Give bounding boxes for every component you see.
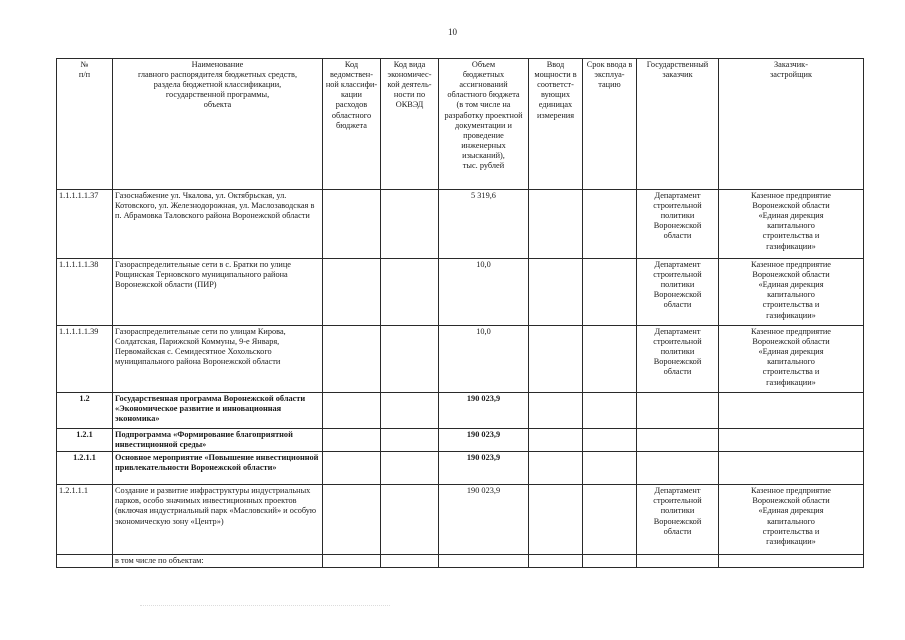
row-developer: Казенное предприятие Воронежской области «Единая дирекция капитального строительства и газификации» [719, 485, 864, 555]
row-volume: 190 023,9 [439, 485, 529, 555]
header-num: № п/п [57, 59, 113, 190]
row-developer [719, 429, 864, 452]
row-num: 1.1.1.1.1.39 [57, 326, 113, 393]
row-state-customer [637, 393, 719, 429]
row-state-customer: Департамент строительной политики Воронежской области [637, 259, 719, 326]
row-num: 1.2.1 [57, 429, 113, 452]
row-term [583, 429, 637, 452]
row-num: 1.1.1.1.1.37 [57, 190, 113, 259]
row-term [583, 190, 637, 259]
row-okved [381, 452, 439, 485]
row-state-customer [637, 452, 719, 485]
table-row [57, 555, 864, 568]
row-okved [381, 326, 439, 393]
row-capacity [529, 485, 583, 555]
header-capacity: Ввод мощности в соответст- вующих единицах измерения [529, 59, 583, 190]
row-volume: 5 319,6 [439, 190, 529, 259]
row-dept-code [323, 393, 381, 429]
row-volume: 190 023,9 [439, 429, 529, 452]
row-name: Подпрограмма «Формирование благоприятной инвестиционной среды» [113, 429, 323, 452]
row-okved [381, 190, 439, 259]
row-name: Газораспределительные сети в с. Братки по улице Рощинская Терновского муниципального района Воронежской области (ПИР) [113, 259, 323, 326]
row-okved [381, 555, 439, 568]
row-term [583, 259, 637, 326]
row-volume: 190 023,9 [439, 393, 529, 429]
table-row [57, 259, 864, 326]
row-term [583, 326, 637, 393]
table-row [57, 326, 864, 393]
table-header-row [57, 59, 864, 190]
scan-artifact [140, 605, 390, 626]
header-term: Срок ввода в эксплуа- тацию [583, 59, 637, 190]
row-name: Газораспределительные сети по улицам Кирова, Солдатская, Парижской Коммуны, 9-е Января, Первомайская с. Семидесятное Хохольского муниципального района Воронежской области [113, 326, 323, 393]
row-developer [719, 393, 864, 429]
header-okved: Код вида экономичес- кой деятель- ности по ОКВЭД [381, 59, 439, 190]
row-term [583, 485, 637, 555]
table-row [57, 429, 864, 452]
row-capacity [529, 259, 583, 326]
row-dept-code [323, 190, 381, 259]
row-developer [719, 452, 864, 485]
row-developer [719, 555, 864, 568]
row-developer: Казенное предприятие Воронежской области «Единая дирекция капитального строительства и газификации» [719, 326, 864, 393]
row-capacity [529, 326, 583, 393]
row-term [583, 555, 637, 568]
table-row [57, 393, 864, 429]
row-capacity [529, 429, 583, 452]
row-name: Государственная программа Воронежской области «Экономическое развитие и инновационная экономика» [113, 393, 323, 429]
row-num: 1.2.1.1 [57, 452, 113, 485]
header-developer: Заказчик- застройщик [719, 59, 864, 190]
row-name: в том числе по объектам: [113, 555, 323, 568]
row-name: Газоснабжение ул. Чкалова, ул. Октябрьская, ул. Котовского, ул. Железнодорожная, ул. Маслозаводская в п. Абрамовка Таловского района Воронежской области [113, 190, 323, 259]
row-dept-code [323, 555, 381, 568]
row-term [583, 393, 637, 429]
row-state-customer [637, 429, 719, 452]
header-volume: Объем бюджетных ассигнований областного бюджета (в том числе на разработку проектной документации и проведение инженерных изысканий), тыс. рублей [439, 59, 529, 190]
row-volume: 10,0 [439, 326, 529, 393]
row-dept-code [323, 485, 381, 555]
row-developer: Казенное предприятие Воронежской области «Единая дирекция капитального строительства и газификации» [719, 259, 864, 326]
budget-table [56, 58, 864, 568]
row-okved [381, 429, 439, 452]
row-capacity [529, 393, 583, 429]
header-name: Наименование главного распорядителя бюджетных средств, раздела бюджетной классификации, государственной программы, объекта [113, 59, 323, 190]
row-state-customer: Департамент строительной политики Воронежской области [637, 326, 719, 393]
row-dept-code [323, 326, 381, 393]
row-okved [381, 393, 439, 429]
row-capacity [529, 555, 583, 568]
table-row [57, 452, 864, 485]
row-okved [381, 259, 439, 326]
row-dept-code [323, 259, 381, 326]
row-name: Создание и развитие инфраструктуры индустриальных парков, особо значимых инвестиционных проектов (включая индустриальный парк «Масловский» и особую экономическую зону «Центр») [113, 485, 323, 555]
row-num [57, 555, 113, 568]
row-name: Основное мероприятие «Повышение инвестиционной привлекательности Воронежской области» [113, 452, 323, 485]
page-number: 10 [448, 27, 457, 37]
table-row [57, 190, 864, 259]
row-term [583, 452, 637, 485]
row-state-customer [637, 555, 719, 568]
row-volume: 190 023,9 [439, 452, 529, 485]
row-volume [439, 555, 529, 568]
row-capacity [529, 190, 583, 259]
header-state-customer: Государственный заказчик [637, 59, 719, 190]
row-num: 1.1.1.1.1.38 [57, 259, 113, 326]
row-volume: 10,0 [439, 259, 529, 326]
header-dept-code: Код ведомствен- ной классифи- кации расходов областного бюджета [323, 59, 381, 190]
row-num: 1.2 [57, 393, 113, 429]
row-dept-code [323, 452, 381, 485]
row-capacity [529, 452, 583, 485]
row-okved [381, 485, 439, 555]
row-dept-code [323, 429, 381, 452]
row-developer: Казенное предприятие Воронежской области «Единая дирекция капитального строительства и газификации» [719, 190, 864, 259]
row-num: 1.2.1.1.1 [57, 485, 113, 555]
table-row [57, 485, 864, 555]
row-state-customer: Департамент строительной политики Воронежской области [637, 190, 719, 259]
row-state-customer: Департамент строительной политики Воронежской области [637, 485, 719, 555]
